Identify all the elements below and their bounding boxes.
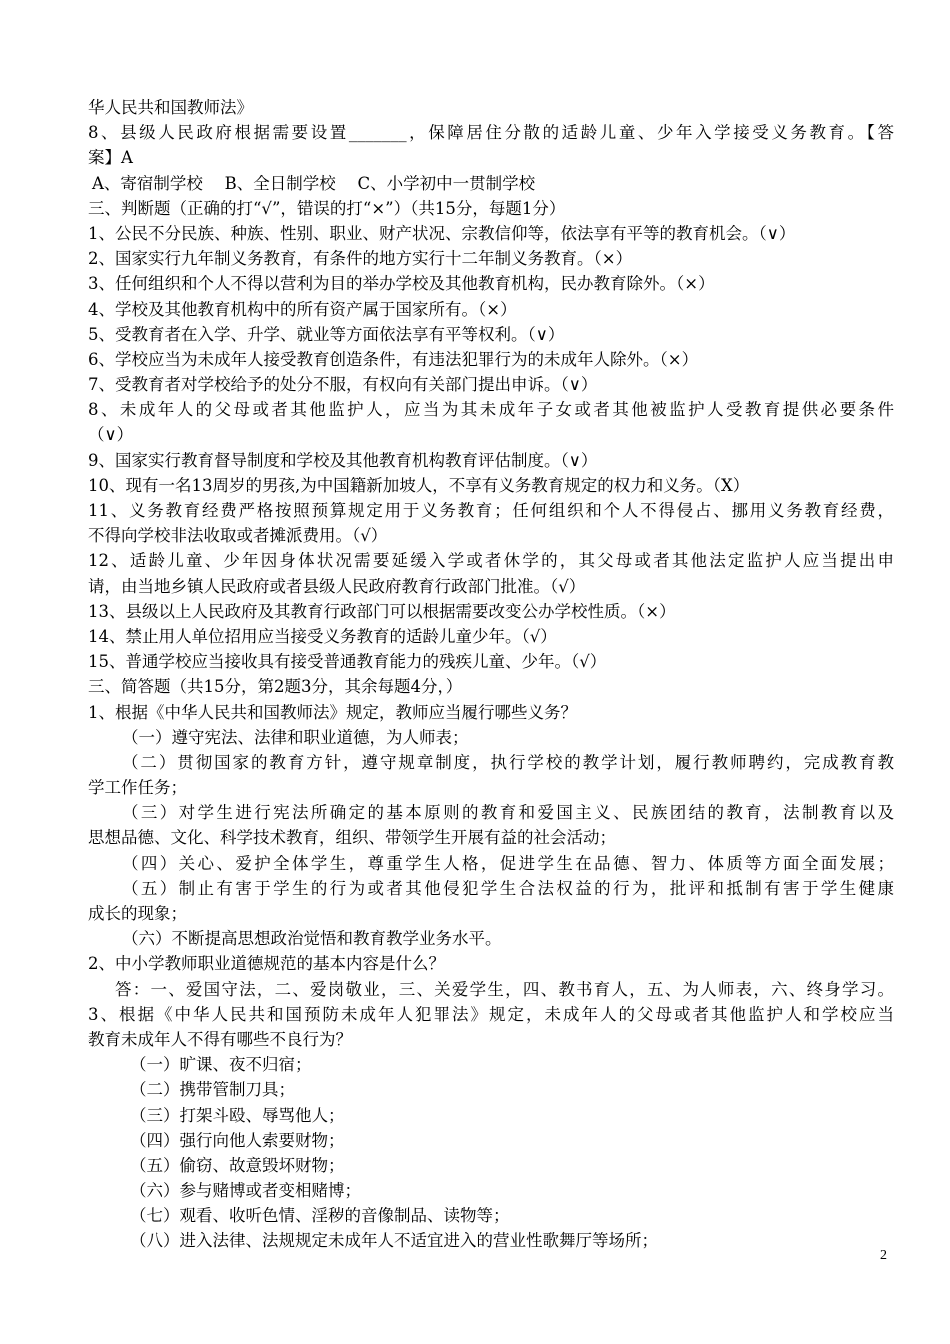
answer-line: （四）强行向他人索要财物； [130, 1130, 345, 1150]
answer-line: （六）不断提高思想政治觉悟和教育教学业务水平。 [122, 929, 502, 949]
answer-line: （五）制止有害于学生的行为或者其他侵犯学生合法权益的行为，批评和抵制有害于学生健康 [122, 878, 894, 898]
answer-line: （八）进入法律、法规规定未成年人不适宜进入的营业性歌舞厅等场所； [130, 1231, 658, 1251]
section-heading: 三、简答题（共15分，第2题3分，其余每题4分，） [88, 677, 463, 697]
section-heading: 三、判断题（正确的打“√”，错误的打“×”）（共15分，每题1分） [88, 198, 566, 218]
answer-line: 思想品德、文化、科学技术教育，组织、带领学生开展有益的社会活动； [88, 828, 616, 848]
question-line: 7、受教育者对学校给予的处分不服，有权向有关部门提出申诉。（∨） [88, 375, 598, 395]
answer-line: 学工作任务； [88, 778, 187, 798]
question-line: 不得向学校非法收取或者摊派费用。（√） [88, 526, 388, 546]
answer-line: （三）对学生进行宪法所确定的基本原则的教育和爱国主义、民族团结的教育，法制教育以及 [122, 803, 894, 823]
answer-line: 答：一、爱国守法，二、爱岗敬业，三、关爱学生，四、教书育人，五、为人师表，六、终身学习。 [115, 979, 894, 999]
question-line: 1、根据《中华人民共和国教师法》规定，教师应当履行哪些义务？ [88, 702, 577, 722]
question-line: 10、现有一名13周岁的男孩,为中国籍新加坡人，不享有义务教育规定的权力和义务。（X） [88, 475, 750, 495]
question-line: 9、国家实行教育督导制度和学校及其他教育机构教育评估制度。（∨） [88, 450, 598, 470]
question-line: 6、学校应当为未成年人接受教育创造条件，有违法犯罪行为的未成年人除外。（×） [88, 349, 699, 369]
question-line: 2、中小学教师职业道德规范的基本内容是什么？ [88, 954, 445, 974]
question-line: 14、禁止用人单位招用应当接受义务教育的适龄儿童少年。（√） [88, 626, 557, 646]
answer-line: （五）偷窃、故意毁坏财物； [130, 1155, 345, 1175]
question-line: 2、国家实行九年制义务教育，有条件的地方实行十二年制义务教育。（×） [88, 249, 633, 269]
answer-line: （三）打架斗殴、辱骂他人； [130, 1105, 345, 1125]
question-line: 8、未成年人的父母或者其他监护人，应当为其未成年子女或者其他被监护人受教育提供必要条件 [88, 400, 894, 420]
question-line: （∨） [88, 425, 134, 445]
question-line: 请，由当地乡镇人民政府或者县级人民政府教育行政部门批准。（√） [88, 576, 586, 596]
question-line: 5、受教育者在入学、升学、就业等方面依法享有平等权利。（∨） [88, 324, 565, 344]
answer-line: （四）关心、爱护全体学生，尊重学生人格，促进学生在品德、智力、体质等方面全面发展； [122, 853, 894, 873]
question-line: 12、适龄儿童、少年因身体状况需要延缓入学或者休学的，其父母或者其他法定监护人应当提出申 [88, 551, 894, 571]
question-line: 3、任何组织和个人不得以营利为目的举办学校及其他教育机构，民办教育除外。（×） [88, 274, 715, 294]
text-line: 华人民共和国教师法》 [88, 98, 253, 117]
question-line: 4、学校及其他教育机构中的所有资产属于国家所有。（×） [88, 299, 517, 319]
text-line: 8、县级人民政府根据需要设置_______，保障居住分散的适龄儿童、少年入学接受义务教育。【答 [88, 123, 894, 143]
answer-line: （一）旷课、夜不归宿； [130, 1055, 312, 1075]
answer-line: （六）参与赌博或者变相赌博； [130, 1181, 361, 1201]
question-line: 15、普通学校应当接收具有接受普通教育能力的残疾儿童、少年。（√） [88, 652, 607, 672]
answer-line: （二）贯彻国家的教育方针，遵守规章制度，执行学校的教学计划，履行教师聘约，完成教育教 [122, 752, 894, 772]
answer-line: （一）遵守宪法、法律和职业道德，为人师表； [122, 727, 469, 747]
answer-line: 成长的现象； [88, 904, 187, 923]
question-line: 3、根据《中华人民共和国预防未成年人犯罪法》规定，未成年人的父母或者其他监护人和学校应当 [88, 1004, 894, 1024]
question-line: 1、公民不分民族、种族、性别、职业、财产状况、宗教信仰等，依法享有平等的教育机会。（∨） [88, 223, 796, 243]
option-line: A、寄宿制学校 B、全日制学校 C、小学初中一贯制学校 [92, 173, 536, 193]
answer-line: （七）观看、收听色情、淫秽的音像制品、读物等； [130, 1206, 510, 1226]
page-number: 2 [880, 1248, 887, 1263]
text-line: 案】A [88, 148, 133, 168]
question-line: 11、义务教育经费严格按照预算规定用于义务教育；任何组织和个人不得侵占、挪用义务教育经费， [88, 501, 894, 520]
question-line: 13、县级以上人民政府及其教育行政部门可以根据需要改变公办学校性质。（×） [88, 601, 676, 621]
answer-line: （二）携带管制刀具； [130, 1080, 295, 1100]
document-body [88, 95, 894, 1254]
question-line: 教育未成年人不得有哪些不良行为？ [88, 1029, 352, 1049]
